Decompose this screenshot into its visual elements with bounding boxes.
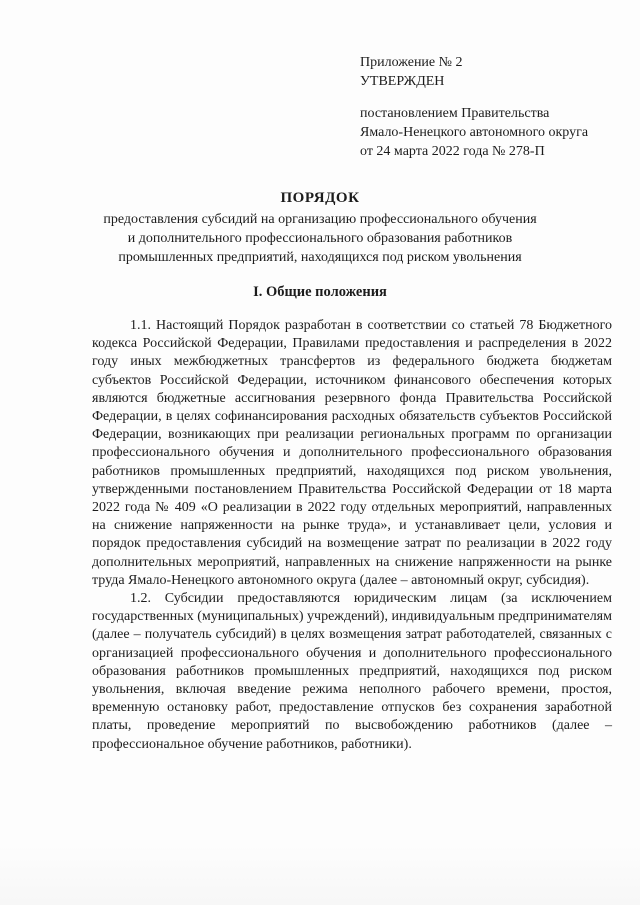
- document-title: ПОРЯДОК: [280, 190, 360, 206]
- document-subtitle: [80, 210, 560, 267]
- subtitle-line: промышленных предприятий, находящихся под риском увольнения: [118, 250, 522, 265]
- approved-by-line: Ямало-Ненецкого автономного округа: [360, 125, 589, 140]
- approved-by-line: постановлением Правительства: [360, 106, 550, 121]
- section-heading: I. Общие положения: [253, 284, 387, 300]
- paragraph-1-1: 1.1. Настоящий Порядок разработан в соответствии со статьей 78 Бюджетного кодекса Российской Федерации, Правилами предоставления и распределения в 2022 году иных межбюджетных трансфертов из федерального бюджета бюджетам субъектов Российской Федерации, источником финансового обеспечения которых являются бюджетные ассигнования резервного фонда Правительства Российской Федерации, в целях софинансирования расходных обязательств субъектов Российской Федерации, возникающих при реализации региональных программ по организации профессионального обучения и дополнительного профессионального образования работников промышленных предприятий, находящихся под риском увольнения, утвержденными постановлением Правительства Российской Федерации от 18 марта 2022 года № 409 «О реализации в 2022 году отдельных мероприятий, направленных на снижение напряженности на рынке труда», и устанавливает цели, условия и порядок предоставления субсидий на возмещение затрат по реализации в 2022 году дополнительных мероприятий, направленных на снижение напряженности на рынке труда Ямало-Ненецкого автономного округа (далее – автономный округ, субсидия).: [92, 318, 612, 588]
- paragraph-1-2: 1.2. Субсидии предоставляются юридическим лицам (за исключением государственных (муниципальных) учреждений), индивидуальным предпринимателям (далее – получатель субсидий) в целях возмещения затрат работодателей, связанных с организацией профессионального обучения и дополнительного профессионального образования работников промышленных предприятий, находящихся под риском увольнения, включая введение режима неполного рабочего времени, простоя, временную остановку работ, предоставление отпусков без сохранения заработной платы, проведение мероприятий по высвобождению работников (далее – профессиональное обучение работников, работники).: [92, 591, 612, 752]
- subtitle-line: и дополнительного профессионального образования работников: [127, 231, 513, 246]
- scan-shadow: [0, 845, 640, 905]
- spacer: [360, 91, 620, 104]
- approved-by-date: от 24 марта 2022 года № 278-П: [360, 144, 545, 159]
- approval-block: [360, 53, 620, 161]
- subtitle-line: предоставления субсидий на организацию профессионального обучения: [103, 212, 537, 227]
- appendix-number: Приложение № 2: [360, 55, 463, 70]
- body-text: [92, 317, 612, 754]
- approved-stamp-text: УТВЕРЖДЕН: [360, 74, 445, 89]
